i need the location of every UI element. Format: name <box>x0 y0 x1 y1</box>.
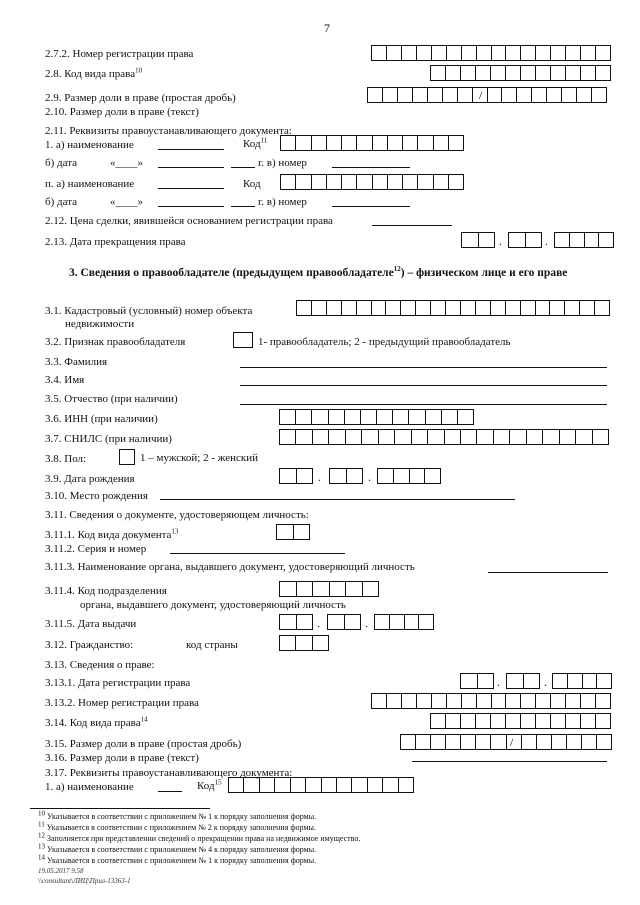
row-3-10: 3.10. Место рождения <box>45 490 148 502</box>
row-3-11: 3.11. Сведения о документе, удостоверяющем личность: <box>45 509 309 521</box>
row-1a: 1. а) наименование <box>45 139 134 151</box>
row-3-15: 3.15. Размер доли в праве (простая дробь) <box>45 738 242 750</box>
name-line-n[interactable] <box>158 188 224 189</box>
patronymic-line[interactable] <box>240 404 607 405</box>
date-dot: . <box>545 234 548 248</box>
row-3-11-4-b: органа, выдавшего документ, удостоверяющий личность <box>80 599 346 611</box>
row-3-8-note: 1 – мужской; 2 - женский <box>140 452 258 464</box>
sex-cell[interactable] <box>119 449 135 465</box>
row-nb-date: б) дата <box>45 196 78 208</box>
row-3-11-1: 3.11.1. Код вида документа$^{13}$ <box>45 527 179 541</box>
series-number-line[interactable] <box>170 553 345 554</box>
reg-month-cells[interactable] <box>506 673 540 689</box>
row-3-8: 3.8. Пол: <box>45 453 87 465</box>
surname-line[interactable] <box>240 367 607 368</box>
issue-day-cells[interactable] <box>279 614 313 630</box>
date-dot: . <box>365 616 368 630</box>
row-3-16: 3.16. Размер доли в праве (текст) <box>45 752 199 764</box>
row-3-13-2: 3.13.2. Номер регистрации права <box>45 697 199 709</box>
kod-cells-317[interactable] <box>228 777 414 793</box>
row-3-7: 3.7. СНИЛС (при наличии) <box>45 433 172 445</box>
birthplace-line[interactable] <box>160 499 515 500</box>
share-fraction-cells[interactable] <box>367 87 607 103</box>
fraction-slash: / <box>510 735 514 749</box>
doc-type-cells[interactable] <box>276 524 310 540</box>
row-2-11: 2.11. Реквизиты правоустанавливающего документа: <box>45 125 292 137</box>
reg-year-cells[interactable] <box>552 673 612 689</box>
issuer-name-line[interactable] <box>488 572 608 573</box>
date-day-n[interactable]: «____» <box>110 196 143 208</box>
kod-cells-n[interactable] <box>280 174 464 190</box>
country-code-label: код страны <box>186 639 238 651</box>
inn-cells[interactable] <box>279 409 474 425</box>
birth-month-cells[interactable] <box>329 468 363 484</box>
month-line-n[interactable] <box>158 206 224 207</box>
footnote: 13 Указывается в соответствии с приложением № 4 к порядку заполнения формы. <box>38 842 317 854</box>
row-2-12: 2.12. Цена сделки, явившейся основанием регистрации права <box>45 215 333 227</box>
holder-flag-cell[interactable] <box>233 332 253 348</box>
birth-year-cells[interactable] <box>377 468 441 484</box>
g-v-number-1: г. в) номер <box>258 157 307 169</box>
date-day-1[interactable]: «____» <box>110 157 143 169</box>
row-2-9: 2.9. Размер доли в праве (простая дробь) <box>45 92 236 104</box>
row-2-13: 2.13. Дата прекращения права <box>45 236 186 248</box>
cadastral-number-cells[interactable] <box>296 300 610 316</box>
footnote: 10 Указывается в соответствии с приложением № 1 к порядку заполнения формы. <box>38 809 317 821</box>
row-3-12: 3.12. Гражданство: <box>45 639 134 651</box>
name-line-317[interactable] <box>158 791 182 792</box>
footnote: 12 Заполняется при представлении сведений о прекращении права на недвижимое имущество. <box>38 831 361 843</box>
footnote: 11 Указывается в соответствии с приложением № 2 к порядку заполнения формы. <box>38 820 316 832</box>
year-line-1[interactable] <box>231 167 255 168</box>
share-fraction-cells-2[interactable] <box>400 734 612 750</box>
year-line-n[interactable] <box>231 206 255 207</box>
reg-day-cells[interactable] <box>460 673 494 689</box>
row-3-2: 3.2. Признак правообладателя <box>45 336 186 348</box>
row-3-4: 3.4. Имя <box>45 374 85 386</box>
termination-month-cells[interactable] <box>508 232 542 248</box>
kod-cells-1[interactable] <box>280 135 464 151</box>
row-3-11-5: 3.11.5. Дата выдачи <box>45 618 137 630</box>
right-type-code-cells[interactable] <box>430 65 611 81</box>
row-3-3: 3.3. Фамилия <box>45 356 108 368</box>
fraction-slash: / <box>479 88 483 102</box>
date-dot: . <box>368 470 371 484</box>
country-code-cells[interactable] <box>279 635 329 651</box>
month-line-1[interactable] <box>158 167 224 168</box>
row-3-2-note: 1- правообладатель; 2 - предыдущий правообладатель <box>258 336 511 348</box>
row-3-6: 3.6. ИНН (при наличии) <box>45 413 158 425</box>
kod-label-1: Код$^{11}$ <box>243 136 268 150</box>
row-2-7-2: 2.7.2. Номер регистрации права <box>45 48 194 60</box>
row-3-1-b: недвижимости <box>65 318 135 330</box>
footer-path: \\consultant\ЛИЦ\Прил-13363-1 <box>38 877 131 885</box>
date-dot: . <box>317 616 320 630</box>
right-type-code-cells-2[interactable] <box>430 713 611 729</box>
row-na: п. а) наименование <box>45 178 135 190</box>
date-dot: . <box>497 675 500 689</box>
row-3-11-4: 3.11.4. Код подразделения <box>45 585 167 597</box>
reg-number-cells[interactable] <box>371 693 611 709</box>
footer-date: 19.05.2017 9.58 <box>38 867 84 875</box>
row-2-8: 2.8. Код вида права$^{10}$ <box>45 66 143 80</box>
row-3-11-3: 3.11.3. Наименование органа, выдавшего документ, удостоверяющий личность <box>45 561 415 573</box>
birth-day-cells[interactable] <box>279 468 313 484</box>
row-3-5: 3.5. Отчество (при наличии) <box>45 393 178 405</box>
row-3-9: 3.9. Дата рождения <box>45 473 135 485</box>
date-dot: . <box>318 470 321 484</box>
footnote-separator <box>30 808 210 809</box>
row-2-10: 2.10. Размер доли в праве (текст) <box>45 106 199 118</box>
name-line[interactable] <box>240 385 607 386</box>
number-line-1[interactable] <box>332 167 410 168</box>
row-3-1: 3.1. Кадастровый (условный) номер объекта <box>45 305 253 317</box>
row-3-13: 3.13. Сведения о праве: <box>45 659 155 671</box>
kod-label-n: Код <box>243 178 261 190</box>
division-code-cells[interactable] <box>279 581 379 597</box>
snils-cells[interactable] <box>279 429 609 445</box>
date-dot: . <box>544 675 547 689</box>
kod-label-317: Код$^{15}$ <box>197 778 222 792</box>
g-v-number-n: г. в) номер <box>258 196 307 208</box>
row-3-14: 3.14. Код вида права$^{14}$ <box>45 715 148 729</box>
date-dot: . <box>499 234 502 248</box>
deal-price-line[interactable] <box>372 225 452 226</box>
row-3-17: 3.17. Реквизиты правоустанавливающего документа: <box>45 767 293 779</box>
share-text-line[interactable] <box>412 761 607 762</box>
name-line-1[interactable] <box>158 149 224 150</box>
issue-year-cells[interactable] <box>374 614 434 630</box>
footnote: 14 Указывается в соответствии с приложением № 1 к порядку заполнения формы. <box>38 853 317 865</box>
termination-year-cells[interactable] <box>554 232 614 248</box>
termination-day-cells[interactable] <box>461 232 495 248</box>
issue-month-cells[interactable] <box>327 614 361 630</box>
section-3-heading: 3. Сведения о правообладателе (предыдущем правообладателе$^{12}$) – физическом лице и его праве <box>69 265 568 279</box>
number-line-n[interactable] <box>332 206 410 207</box>
registration-number-cells[interactable] <box>371 45 611 61</box>
row-3-17-1a: 1. а) наименование <box>45 781 134 793</box>
row-3-13-1: 3.13.1. Дата регистрации права <box>45 677 191 689</box>
page-number: 7 <box>324 21 330 35</box>
row-3-11-2: 3.11.2. Серия и номер <box>45 543 147 555</box>
row-1b-date: б) дата <box>45 157 78 169</box>
